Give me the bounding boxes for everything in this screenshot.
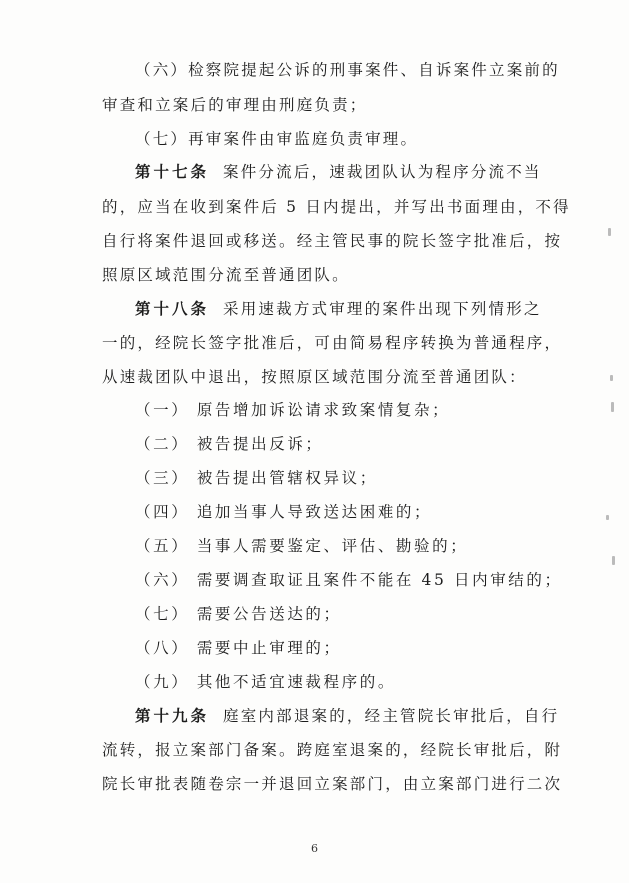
list-item: （六） 需要调查取证且案件不能在 45 日内审结的； [135,571,563,589]
paragraph-line: 从速裁团队中退出，按照原区域范围分流至普通团队： [102,368,527,386]
paragraph-line: 流转，报立案部门备案。跨庭室退案的，经院长审批后，附 [102,741,563,759]
list-item: （三） 被告提出管辖权异议； [135,469,378,487]
paragraph-line: （六）检察院提起公诉的刑事案件、自诉案件立案前的 [135,61,560,79]
article-heading: 第十九条 [135,706,210,725]
list-item: （二） 被告提出反诉； [135,435,324,453]
paragraph-line: （七）再审案件由审监庭负责审理。 [135,130,419,148]
scan-mark [610,375,613,381]
article-19-line [135,706,559,726]
article-heading: 第十八条 [135,299,210,318]
paragraph-line: 的，应当在收到案件后 5 日内提出，并写出书面理由，不得 [102,198,571,216]
paragraph-text: 案件分流后，速裁团队认为程序分流不当 [223,163,542,181]
paragraph-text: 采用速裁方式审理的案件出现下列情形之 [223,300,542,318]
paragraph-line: 自行将案件退回或移送。经主管民事的院长签字批准后，按 [102,232,563,250]
list-item: （五） 当事人需要鉴定、评估、勘验的； [135,537,469,555]
paragraph-line: 一的，经院长签字批准后，可由简易程序转换为普通程序， [102,334,563,352]
list-item: （八） 需要中止审理的； [135,639,342,657]
list-item: （九） 其他不适宜速裁程序的。 [135,673,396,691]
article-heading: 第十七条 [135,162,210,181]
list-item: （四） 追加当事人导致送达困难的； [135,503,433,521]
scan-mark [611,402,614,412]
paragraph-line: 审查和立案后的审理由刑庭负责； [102,96,368,114]
list-item: （七） 需要公告送达的； [135,605,342,623]
list-item: （一） 原告增加诉讼请求致案情复杂； [135,401,451,419]
page-number: 6 [311,842,318,855]
paragraph-line: 照原区域范围分流至普通团队。 [102,266,350,284]
article-17-line [135,162,542,182]
article-18-line [135,299,542,319]
scan-mark [608,228,611,236]
scan-mark [606,515,609,520]
paragraph-text: 庭室内部退案的，经主管院长审批后，自行 [223,707,560,725]
paragraph-line: 院长审批表随卷宗一并退回立案部门，由立案部门进行二次 [102,775,563,793]
scan-mark [612,556,615,565]
